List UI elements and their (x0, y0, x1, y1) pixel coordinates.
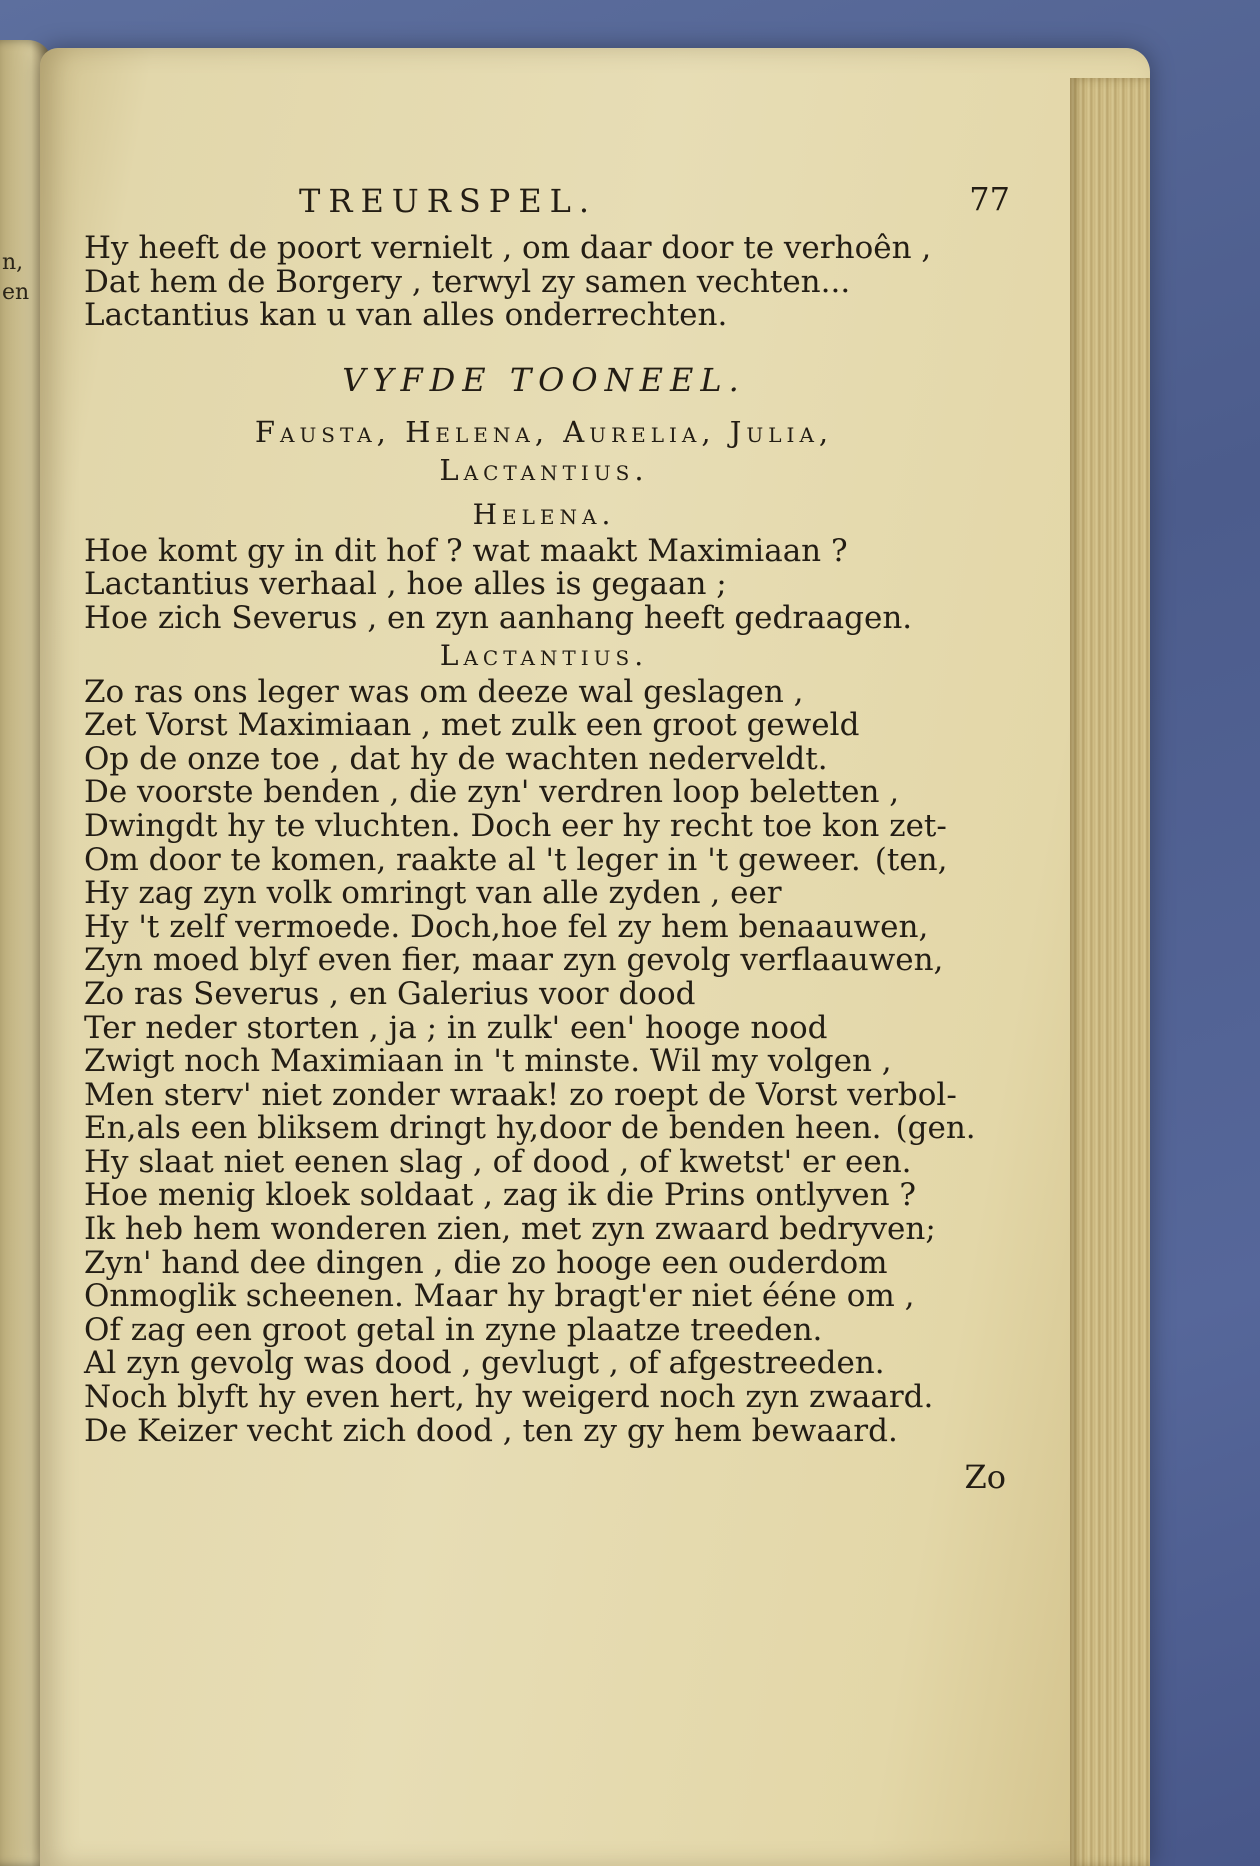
verse-text: Om door te komen, raakte al 't leger in 't geweer. (84, 841, 861, 878)
verse-line (84, 1112, 1004, 1146)
verse-line: De Keizer vecht zich dood , ten zy gy hem bewaard. (84, 1412, 898, 1449)
verse-line: Zyn moed blyf even fier, maar zyn gevolg verflaauwen, (84, 942, 944, 979)
verse-line: Lactantius verhaal , hoe alles is gegaan ; (84, 566, 727, 603)
cast-line: Fausta, Helena, Aurelia, Julia, (254, 414, 834, 449)
verse-line: De voorste benden , die zyn' verdren loop beletten , (84, 774, 900, 811)
verse-line (84, 841, 1004, 878)
verse-line: Hy heeft de poort vernielt , om daar door te verhoên , (84, 230, 932, 266)
text-block (84, 168, 1010, 1504)
left-page-fragment: n, (2, 250, 24, 275)
cast-line: Lactantius. (439, 452, 649, 487)
verse-line: Ik heb hem wonderen zien, met zyn zwaard bedryven; (84, 1211, 936, 1248)
verse-line: Men sterv' niet zonder wraak! zo roept de Vorst verbol- (84, 1076, 957, 1113)
verse-line: Lactantius kan u van alles onderrechten. (84, 297, 728, 334)
speaker-name: Lactantius. (439, 638, 649, 672)
scene-heading: VYFDE TOONEEL. (342, 360, 746, 399)
verse-line: Hy slaat niet eenen slag , of dood , of kwetst' er een. (84, 1143, 912, 1180)
book-page (40, 48, 1150, 1866)
verse-line: Zo ras Severus , en Galerius voor dood (84, 975, 696, 1012)
running-head (84, 168, 1010, 232)
verse-line: Hy 't zelf vermoede. Doch,hoe fel zy hem benaauwen, (84, 908, 929, 945)
verse-line: Al zyn gevolg was dood , gevlugt , of afgestreeden. (84, 1345, 885, 1382)
verse-line: Noch blyft hy even hert, hy weigerd noch zyn zwaard. (84, 1379, 934, 1416)
verse-line: Zwigt noch Maximiaan in 't minste. Wil my volgen , (84, 1043, 892, 1080)
verse-line: Of zag een groot getal in zyne plaatze treeden. (84, 1311, 823, 1348)
turnover-fragment: (ten, (874, 841, 948, 878)
verse-line: Ter neder storten , ja ; in zulk' een' hooge nood (84, 1009, 828, 1046)
verse-line: Zo ras ons leger was om deeze wal geslagen , (84, 673, 804, 710)
verse-line: Zyn' hand dee dingen , die zo hooge een ouderdom (84, 1244, 888, 1281)
verse-line: Dat hem de Borgery , terwyl zy samen vechten... (84, 263, 851, 300)
verse-line: Hoe menig kloek soldaat , zag ik die Prins ontlyven ? (84, 1177, 917, 1214)
verse-line: Op de onze toe , dat hy de wachten nederveldt. (84, 740, 828, 777)
catchword-row (84, 1448, 1004, 1504)
cast-list (84, 413, 1004, 489)
catchword: Zo (964, 1458, 1006, 1497)
verse-text: En,als een bliksem dringt hy,door de benden heen. (84, 1110, 882, 1147)
page-number: 77 (969, 180, 1010, 218)
page-fore-edge (1070, 78, 1150, 1866)
verse-line: Dwingdt hy te vluchten. Doch eer hy recht toe kon zet- (84, 807, 947, 844)
verse-line: Zet Vorst Maximiaan , met zulk een groot geweld (84, 707, 860, 744)
running-title: TREURSPEL. (299, 182, 598, 220)
turnover-fragment: (gen. (895, 1110, 976, 1147)
left-page-fragment: en (2, 280, 30, 305)
speaker-name: Helena. (472, 497, 616, 531)
verse-line: Hy zag zyn volk omringt van alle zyden , eer (84, 875, 782, 912)
verse-line: Hoe komt gy in dit hof ? wat maakt Maximiaan ? (84, 532, 848, 569)
verse-line: Hoe zich Severus , en zyn aanhang heeft gedraagen. (84, 599, 913, 636)
verse-line: Onmoglik scheenen. Maar hy bragt'er niet ééne om , (84, 1278, 915, 1315)
